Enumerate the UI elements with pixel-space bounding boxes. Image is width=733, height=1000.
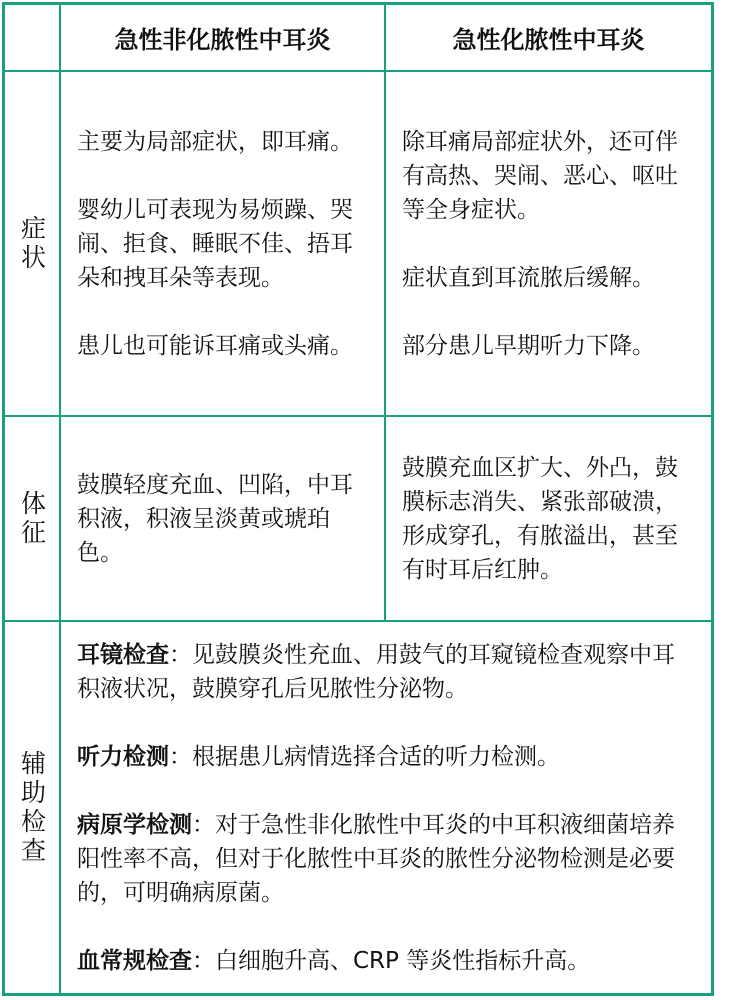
row-label-symptoms-text: 症状	[17, 214, 47, 273]
exam-text: ：见鼓膜炎性充血、用鼓气的耳窥镜检查观察中耳积液状况，鼓膜穿孔后见脓性分泌物。	[77, 641, 675, 702]
exam-text: ：白细胞升高、CRP 等炎性指标升高。	[192, 947, 591, 974]
row-label-symptoms	[5, 72, 61, 417]
symptoms-suppurative	[386, 72, 711, 417]
header-corner	[5, 5, 61, 72]
exam-item-blood	[77, 944, 697, 978]
exam-item-hearing	[77, 740, 697, 774]
exam-label: 病原学检测	[77, 811, 192, 838]
symptom-paragraph: 症状直到耳流脓后缓解。	[402, 264, 655, 291]
row-label-auxiliary	[5, 622, 61, 993]
symptom-paragraph: 婴幼儿可表现为易烦躁、哭闹、拒食、睡眠不佳、捂耳朵和拽耳朵等表现。	[77, 196, 353, 291]
row-label-signs-text: 体征	[17, 489, 47, 548]
exam-text: ：根据患儿病情选择合适的听力检测。	[169, 743, 560, 770]
exam-text: ：对于急性非化脓性中耳炎的中耳积液细菌培养阳性率不高，但对于化脓性中耳炎的脓性分泌物检测是必要的，可明确病原菌。	[77, 811, 675, 906]
auxiliary-examinations	[61, 622, 711, 993]
symptom-paragraph: 患儿也可能诉耳痛或头痛。	[77, 332, 353, 359]
exam-item-pathogen	[77, 808, 697, 910]
symptom-paragraph: 部分患儿早期听力下降。	[402, 332, 655, 359]
symptom-paragraph: 主要为局部症状，即耳痛。	[77, 128, 353, 155]
exam-item-otoscopy	[77, 638, 697, 706]
signs-suppurative	[386, 417, 711, 622]
sign-paragraph: 鼓膜充血区扩大、外凸，鼓膜标志消失、紧张部破溃，形成穿孔，有脓溢出，甚至有时耳后红肿。	[402, 454, 678, 583]
row-label-auxiliary-text: 辅助检查	[17, 749, 47, 866]
comparison-table	[2, 2, 714, 996]
row-label-signs	[5, 417, 61, 622]
symptom-paragraph: 除耳痛局部症状外，还可伴有高热、哭闹、恶心、呕吐等全身症状。	[402, 128, 678, 223]
header-suppurative: 急性化脓性中耳炎	[386, 5, 711, 72]
sign-paragraph: 鼓膜轻度充血、凹陷，中耳积液，积液呈淡黄或琥珀色。	[77, 471, 353, 566]
signs-non-suppurative	[61, 417, 386, 622]
header-non-suppurative: 急性非化脓性中耳炎	[61, 5, 386, 72]
exam-label: 血常规检查	[77, 947, 192, 974]
symptoms-non-suppurative	[61, 72, 386, 417]
exam-label: 听力检测	[77, 743, 169, 770]
exam-label: 耳镜检查	[77, 641, 169, 668]
